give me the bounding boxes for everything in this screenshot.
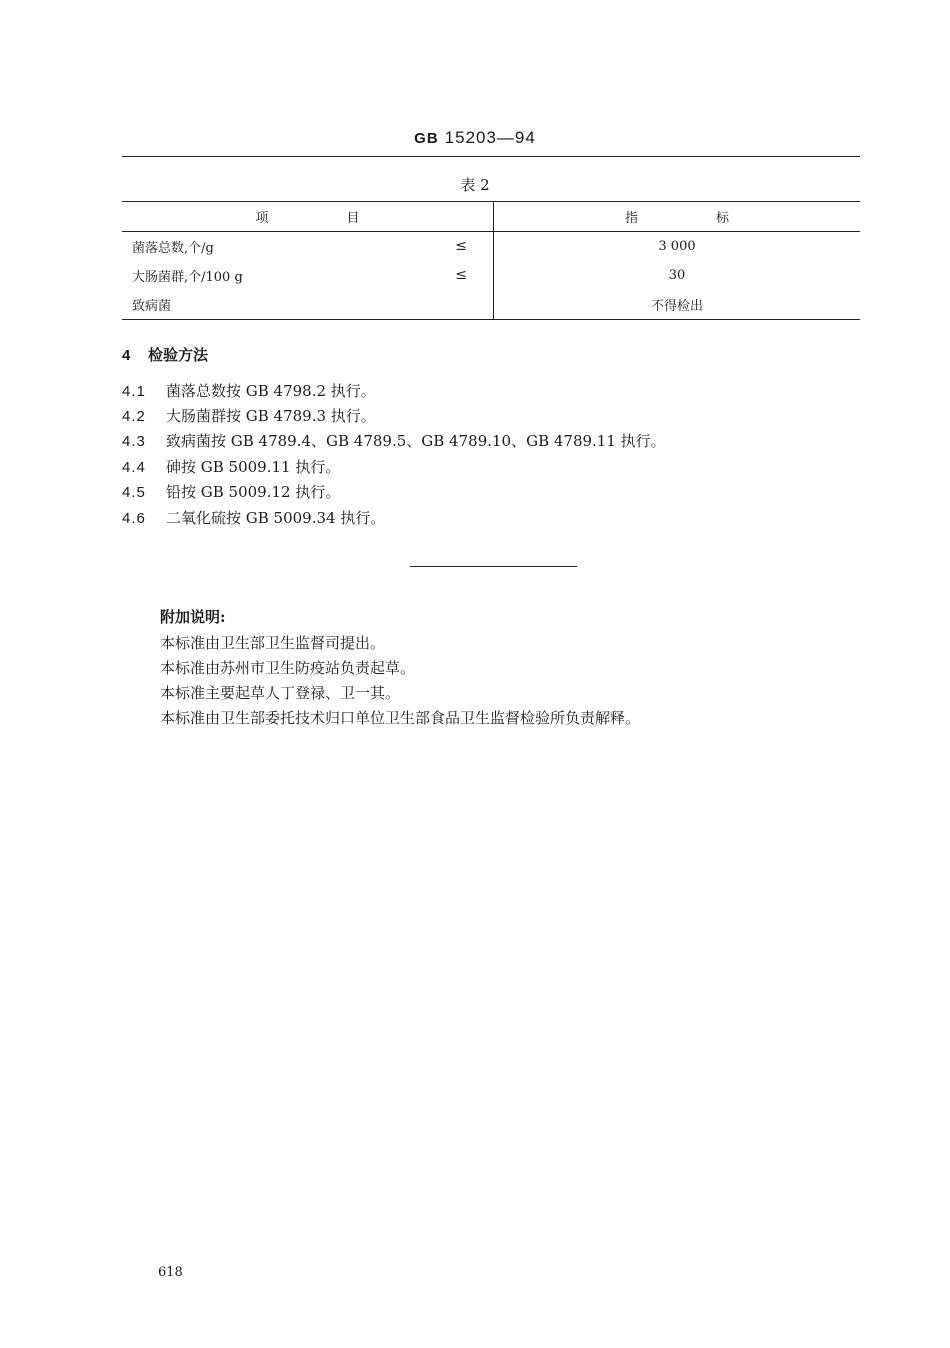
column-header-item-a: 项: [255, 211, 269, 226]
table-row: [122, 261, 860, 290]
column-header-value-b: 标: [716, 211, 730, 226]
page-number: 618: [158, 1265, 183, 1280]
row-name: [122, 290, 494, 320]
item-number: 4.6: [122, 510, 146, 527]
method-item: [122, 430, 666, 451]
item-number: 4.4: [122, 459, 146, 476]
item-text: 大肠菌群按 GB 4789.3 执行。: [166, 407, 376, 425]
row-value: 3 000: [658, 239, 696, 254]
note-line: 本标准由卫生部卫生监督司提出。: [160, 634, 386, 652]
table-row: [122, 232, 860, 262]
item-number: 4.5: [122, 484, 146, 501]
column-header-value: [494, 202, 861, 232]
table-header-row: [122, 202, 860, 232]
table-caption: 表 2: [460, 176, 490, 194]
item-text: 砷按 GB 5009.11 执行。: [166, 458, 341, 476]
method-item: [122, 481, 340, 502]
item-number: 4.3: [122, 433, 146, 450]
section-title: 检验方法: [148, 346, 209, 364]
column-header-value-a: 指: [624, 211, 638, 226]
column-header-item: [122, 202, 494, 232]
less-equal-symbol: ≤: [455, 267, 467, 283]
item-text: 致病菌按 GB 4789.4、GB 4789.5、GB 4789.10、GB 4789.11 执行。: [166, 432, 666, 450]
table-row: [122, 290, 860, 320]
item-text: 铅按 GB 5009.12 执行。: [166, 483, 341, 501]
method-item: [122, 507, 385, 528]
row-name: [122, 261, 494, 290]
standard-number: 15203—94: [444, 128, 536, 147]
item-text: 菌落总数按 GB 4798.2 执行。: [166, 382, 376, 400]
header-rule: [122, 156, 860, 157]
section-heading: [122, 344, 208, 365]
spec-table: [122, 201, 860, 320]
note-line: 本标准由苏州市卫生防疫站负责起草。: [160, 659, 416, 677]
notes-title: 附加说明:: [160, 608, 226, 626]
row-value: 30: [668, 268, 686, 283]
end-of-text-rule: [410, 566, 577, 567]
less-equal-symbol: ≤: [455, 238, 467, 254]
note-line: 本标准主要起草人丁登禄、卫一其。: [160, 684, 401, 702]
row-name-text: 致病菌: [132, 299, 172, 314]
item-text: 二氧化硫按 GB 5009.34 执行。: [166, 509, 386, 527]
note-line: 本标准由卫生部委托技术归口单位卫生部食品卫生监督检验所负责解释。: [160, 709, 641, 727]
row-name-text: 菌落总数,个/g: [132, 241, 214, 256]
item-number: 4.1: [122, 383, 146, 400]
row-name: [122, 232, 494, 262]
column-header-item-b: 目: [346, 211, 360, 226]
standard-prefix: GB: [414, 130, 439, 147]
item-number: 4.2: [122, 408, 146, 425]
method-item: [122, 380, 376, 401]
method-item: [122, 456, 340, 477]
section-number: 4: [122, 347, 131, 364]
row-name-text: 大肠菌群,个/100 g: [132, 270, 243, 285]
standard-code-header: [0, 128, 950, 148]
row-value: 不得检出: [650, 299, 703, 314]
method-item: [122, 405, 376, 426]
